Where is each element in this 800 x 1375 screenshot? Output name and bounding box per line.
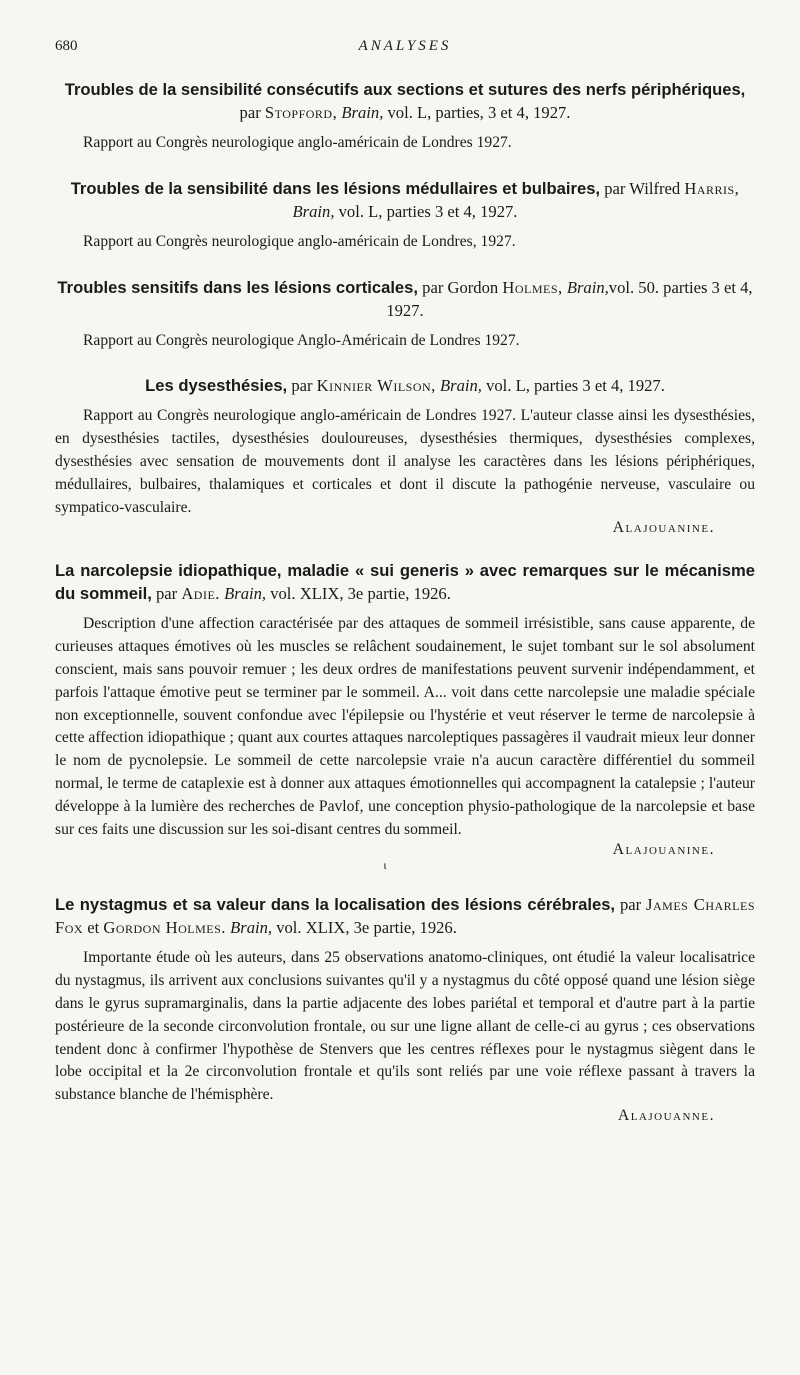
journal: Brain, (292, 201, 335, 221)
author: Holmes, (502, 277, 563, 297)
title-and: et (83, 918, 104, 938)
signature: Alajouanine. (612, 841, 715, 859)
article (55, 177, 755, 254)
stray-mark: ι (383, 858, 387, 873)
article-body: Importante étude où les auteurs, dans 25 observations anatomo-cliniques, ont étudié la valeur localisatrice du nystagmus, ils arrivent aux conclusions suivantes qu'il y a nystagmus du côté opposé quand une lésion siège dans le gyrus supramarginalis, dans la partie adjacente des lobes pariétal et temporal et d'autre part à la partie postérieure de la seconde circonvolution frontale, ou sur une ligne allant de celle-ci au gyrus ; ces observations tendent donc à confirmer l'hypothèse de Stenvers que les centres réflexes pour le nystagmus siègent dans le lobe occipital et la 2e circonvolution frontale et qu'ils sont reliés par une voie réflexe passant à travers la substance blanche de l'hémisphère. (55, 949, 755, 1104)
reference: vol. L, parties 3 et 4, 1927. (334, 201, 518, 221)
article-title (55, 177, 755, 223)
title-by: par (239, 103, 265, 122)
article-title (55, 374, 755, 397)
article-title (55, 559, 755, 605)
journal: Brain, (224, 584, 267, 604)
title-text: Troubles sensitifs dans les lésions corticales, (57, 277, 419, 297)
journal: Brain, (341, 103, 384, 122)
title-by: par (151, 584, 182, 604)
title-text: Les dysesthésies, (145, 376, 288, 396)
reference: vol. 50. parties 3 et 4, 1927. (386, 277, 753, 320)
running-title: ANALYSES (358, 38, 452, 54)
author: Stopford, (264, 103, 338, 122)
reference: vol. XLIX, 3e partie, 1926. (266, 584, 451, 604)
journal: Brain, (230, 918, 273, 938)
journal: Brain, (566, 277, 609, 297)
author: James Charles Fox (55, 895, 755, 938)
title-by: par (287, 376, 317, 396)
article-body: Rapport au Congrès neurologique anglo-américain de Londres 1927. (83, 134, 512, 151)
title-text: Le nystagmus et sa valeur dans la localisation des lésions cérébrales, (55, 895, 616, 915)
article-body: Rapport au Congrès neurologique anglo-américain de Londres, 1927. (83, 232, 516, 250)
page-number: 680 (55, 38, 78, 54)
signature: Alajouanine. (612, 519, 715, 537)
article-title (55, 276, 755, 322)
article-title (55, 78, 755, 124)
article (55, 559, 755, 871)
article-title (55, 893, 755, 939)
author: Gordon Holmes. (103, 918, 226, 938)
title-by: par Wilfred (600, 178, 685, 198)
reference: vol. L, parties 3 et 4, 1927. (481, 376, 665, 396)
title-text: La narcolepsie idiopathique, maladie « sui generis » avec remarques sur le mécanisme du sommeil, (55, 561, 755, 604)
article (55, 374, 755, 537)
article (55, 78, 755, 155)
article (55, 893, 755, 1125)
journal: Brain, (439, 376, 482, 396)
title-by: par Gordon (418, 277, 503, 297)
article (55, 276, 755, 353)
author: Adie. (181, 584, 220, 604)
article-body: Rapport au Congrès neurologique anglo-américain de Londres 1927. L'auteur classe ainsi les dysesthésies, en dysesthésies tactiles, dysesthésies douloureuses, dysesthésies thermiques, dysesthésies complexes, dysesthésies avec sensation de mouvements dont il analyse les caractères dans les lésions périphériques, médullaires, bulbaires, thalamiques et corticales et dont il discute la pathogénie nerveuse, vasculaire ou sympatico-vasculaire. (55, 407, 755, 516)
signature: Alajouanne. (617, 1106, 715, 1124)
article-body: Rapport au Congrès neurologique Anglo-Américain de Londres 1927. (83, 331, 520, 349)
author: Harris, (684, 178, 740, 198)
title-text: Troubles de la sensibilité dans les lésions médullaires et bulbaires, (70, 178, 601, 198)
reference: vol. XLIX, 3e partie, 1926. (272, 918, 457, 938)
title-text: Troubles de la sensibilité consécutifs aux sections et sutures des nerfs périphériques, (64, 80, 746, 99)
reference: vol. L, parties, 3 et 4, 1927. (383, 103, 571, 122)
article-body: Description d'une affection caractérisée par des attaques de sommeil irrésistible, sans cause apparente, de curieuses attaques émotives où les muscles se relâchent soudainement, le sujet tombant sur le sol absolument conscient, mais sans pouvoir remuer ; les deux ordres de manifestations peuvent survenir indépendamment, et parfois l'attaque émotive peut se terminer par le sommeil. A... voit dans cette narcolepsie une maladie spéciale non exceptionnelle, souvent confondue avec l'épilepsie ou l'hystérie et veut réserver le terme de narcolepsie à cette affection idiopathique ; quant aux courtes attaques narcoleptiques passagères il vaudrait mieux leur donner le nom de pycnolepsie. Le sommeil de cette narcolepsie vraie n'a aucun caractère différentiel du sommeil normal, le terme de cataplexie est à donner aux attaques émotionnelles qui accompagnent la catalepsie ; l'auteur développe à la lumière des recherches de Pavlof, une conception physio-pathologique de la narcolepsie et base sur ces faits une discussion sur les soi-disant centres du sommeil. (55, 615, 755, 838)
running-header (55, 38, 755, 60)
page-content (55, 78, 755, 1147)
title-by: par (615, 895, 647, 915)
author: Kinnier Wilson, (316, 376, 436, 396)
